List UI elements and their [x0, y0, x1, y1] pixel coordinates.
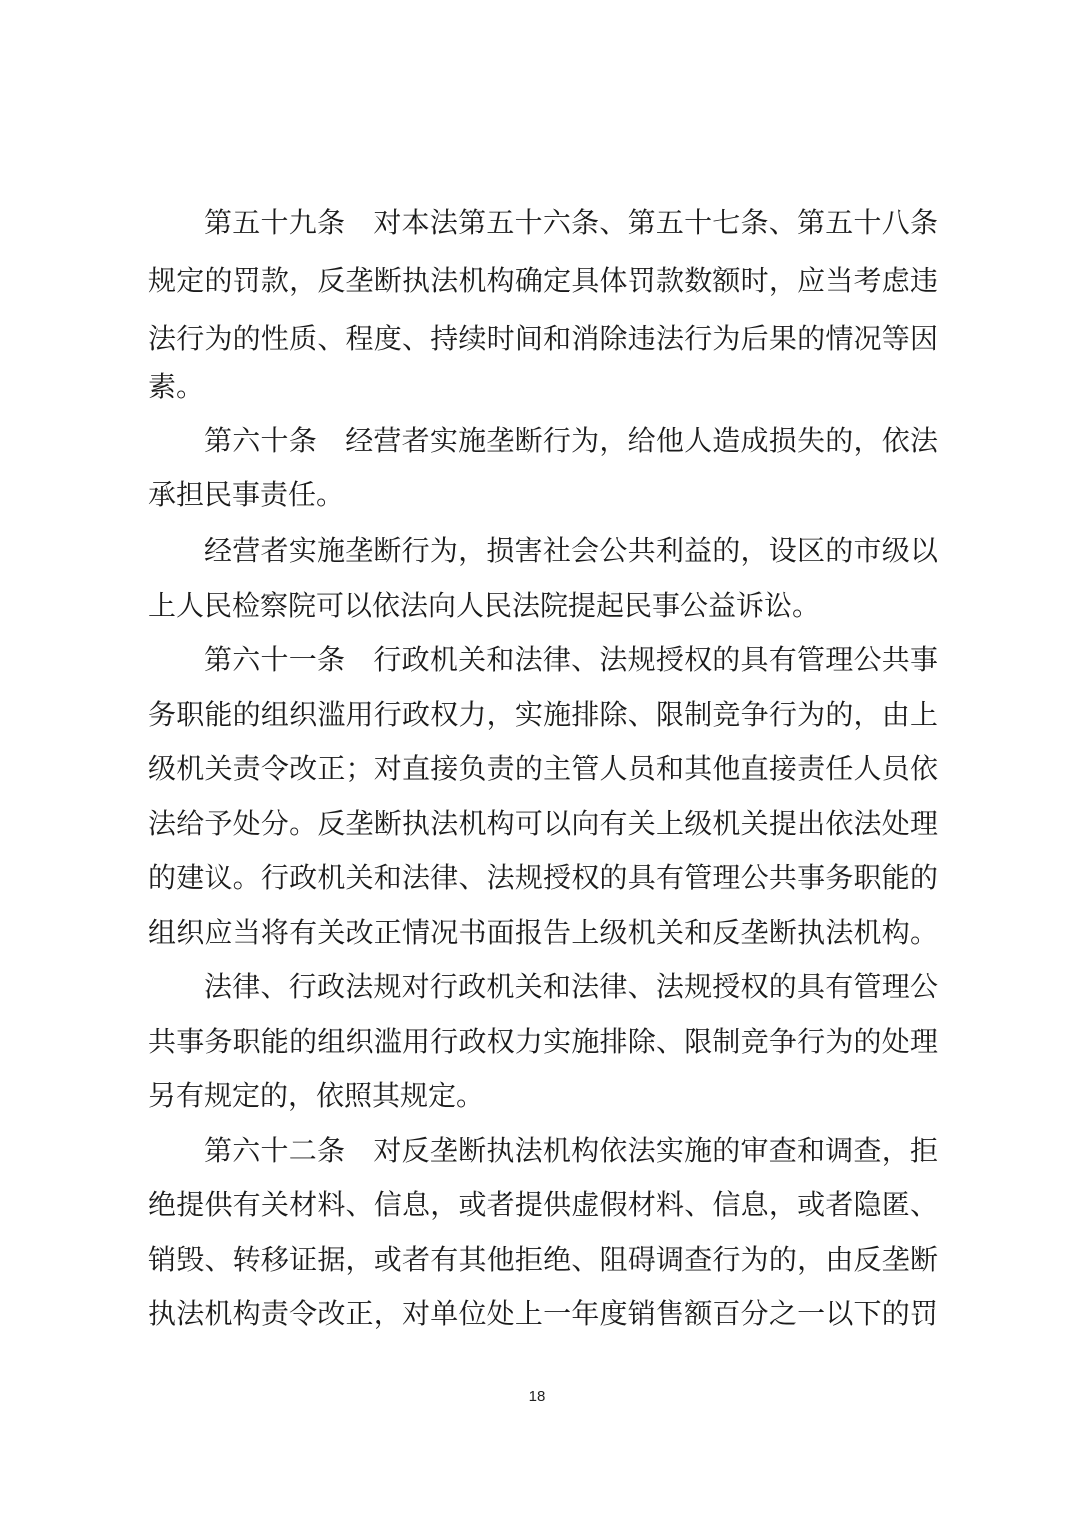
text-line: 绝提供有关材料、信息，或者提供虚假材料、信息，或者隐匿、 [148, 1188, 938, 1221]
text-line: 第五十九条 对本法第五十六条、第五十七条、第五十八条 [204, 206, 938, 239]
text-line: 第六十条 经营者实施垄断行为，给他人造成损失的，依法 [204, 424, 938, 457]
text-line: 法给予处分。反垄断执法机构可以向有关上级机关提出依法处理 [148, 807, 938, 840]
text-line: 上人民检察院可以依法向人民法院提起民事公益诉讼。 [148, 589, 821, 622]
text-line: 务职能的组织滥用行政权力，实施排除、限制竞争行为的，由上 [148, 698, 938, 731]
text-line: 法律、行政法规对行政机关和法律、法规授权的具有管理公 [204, 970, 938, 1003]
text-line: 共事务职能的组织滥用行政权力实施排除、限制竞争行为的处理 [148, 1025, 938, 1058]
text-line: 承担民事责任。 [148, 478, 345, 511]
text-line: 另有规定的，依照其规定。 [148, 1079, 485, 1112]
text-line: 的建议。行政机关和法律、法规授权的具有管理公共事务职能的 [148, 861, 938, 894]
text-line: 经营者实施垄断行为，损害社会公共利益的，设区的市级以 [204, 534, 938, 567]
text-line: 法行为的性质、程度、持续时间和消除违法行为后果的情况等因 [148, 322, 938, 355]
text-line: 第六十一条 行政机关和法律、法规授权的具有管理公共事 [204, 643, 938, 676]
text-line: 组织应当将有关改正情况书面报告上级机关和反垄断执法机构。 [148, 916, 938, 949]
text-line: 级机关责令改正；对直接负责的主管人员和其他直接责任人员依 [148, 752, 938, 785]
text-line: 销毁、转移证据，或者有其他拒绝、阻碍调查行为的，由反垄断 [148, 1243, 938, 1276]
text-line: 规定的罚款，反垄断执法机构确定具体罚款数额时，应当考虑违 [148, 264, 938, 297]
text-line: 素。 [148, 370, 205, 403]
page-number: 18 [528, 1388, 546, 1405]
text-line: 执法机构责令改正，对单位处上一年度销售额百分之一以下的罚 [148, 1297, 938, 1330]
text-line: 第六十二条 对反垄断执法机构依法实施的审查和调查，拒 [204, 1134, 938, 1167]
